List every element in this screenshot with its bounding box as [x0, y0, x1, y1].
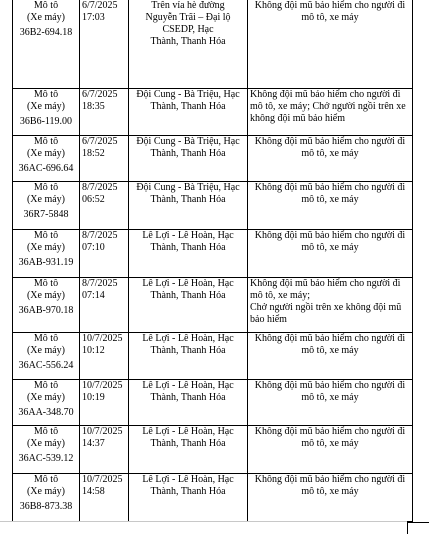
violation-time: 18:35	[82, 100, 105, 112]
page-bottom-rule	[0, 521, 407, 522]
vehicle-type: Mô tô	[33, 181, 59, 193]
location-line: Lê Lợi - Lê Hoàn, Hạc	[142, 277, 234, 289]
violation-cell	[248, 88, 413, 135]
location-cell	[129, 229, 248, 277]
location-line: Thành, Thanh Hóa	[150, 344, 226, 356]
vehicle-subtype: (Xe máy)	[26, 437, 66, 449]
violation-date: 6/7/2025	[82, 88, 118, 100]
table-row	[13, 425, 413, 473]
location-cell	[129, 332, 248, 379]
location-line: Thành, Thanh Hóa	[150, 391, 226, 403]
violation-line: mô tô, xe máy	[301, 344, 359, 356]
location-line: Trên vỉa hè đường	[151, 0, 225, 11]
vehicle-cell	[13, 229, 80, 277]
location-cell	[129, 277, 248, 332]
license-plate: 36AC-696.64	[18, 162, 74, 174]
violation-time: 06:52	[82, 193, 105, 205]
license-plate: 36R7-5848	[23, 208, 69, 220]
violation-line: Không đội mũ bảo hiểm cho người đi	[254, 425, 406, 437]
violation-line: Chở người ngồi trên xe không đội mũ	[250, 301, 402, 313]
violation-line: Không đội mũ bảo hiểm cho người đi	[254, 0, 406, 11]
violation-cell	[248, 277, 413, 332]
violation-time: 17:03	[82, 12, 105, 23]
vehicle-subtype: (Xe máy)	[26, 241, 66, 253]
table-row	[13, 135, 413, 181]
violation-date: 10/7/2025	[82, 473, 123, 485]
violation-time: 14:37	[82, 437, 105, 449]
violation-time: 18:52	[82, 147, 105, 159]
location-line: Thành, Thanh Hóa	[150, 485, 226, 497]
violation-line: mô tô, xe máy	[301, 12, 359, 23]
datetime-cell	[80, 332, 129, 379]
violation-time: 10:19	[82, 391, 105, 403]
location-line: Thành, Thanh Hóa	[150, 147, 226, 159]
violation-time: 10:12	[82, 344, 105, 356]
violation-date: 6/7/2025	[82, 0, 118, 11]
violation-line: mô tô, xe máy	[301, 193, 359, 205]
location-cell	[129, 425, 248, 473]
violation-line: Không đội mũ bảo hiểm cho người đi	[250, 88, 401, 100]
location-line: Nguyễn Trãi – Đại lộ	[145, 12, 231, 23]
violations-table	[12, 0, 413, 522]
vehicle-cell	[13, 332, 80, 379]
vehicle-cell	[13, 88, 80, 135]
violation-line: bảo hiểm	[250, 313, 287, 325]
vehicle-cell	[13, 379, 80, 425]
table-row	[13, 229, 413, 277]
violation-line: mô tô, xe máy;	[250, 289, 310, 301]
violation-cell	[248, 229, 413, 277]
violation-date: 8/7/2025	[82, 181, 118, 193]
violations-table-body	[13, 0, 413, 521]
violation-line: không đội mũ bảo hiểm	[250, 112, 345, 124]
violation-time: 07:14	[82, 289, 105, 301]
table-row	[13, 332, 413, 379]
vehicle-cell	[13, 0, 80, 88]
violation-line: Không đội mũ bảo hiểm cho người đi	[254, 473, 406, 485]
location-cell	[129, 473, 248, 521]
location-line: Lê Lợi - Lê Hoàn, Hạc	[142, 229, 234, 241]
violation-line: mô tô, xe máy	[301, 147, 359, 159]
violation-line: Không đội mũ bảo hiểm cho người đi	[254, 181, 406, 193]
table-row	[13, 181, 413, 229]
violation-cell	[248, 135, 413, 181]
location-line: Thành, Thanh Hóa	[150, 193, 226, 205]
violation-date: 10/7/2025	[82, 332, 123, 344]
vehicle-subtype: (Xe máy)	[26, 100, 66, 112]
violation-line: mô tô, xe máy	[301, 437, 359, 449]
location-line: Thành, Thanh Hóa	[150, 36, 226, 47]
license-plate: 36B8-873.38	[19, 500, 73, 512]
datetime-cell	[80, 181, 129, 229]
vehicle-subtype: (Xe máy)	[26, 12, 66, 23]
table-row	[13, 277, 413, 332]
location-cell	[129, 135, 248, 181]
vehicle-type: Mô tô	[33, 379, 59, 391]
location-cell	[129, 379, 248, 425]
location-line: Lê Lợi - Lê Hoàn, Hạc	[142, 473, 234, 485]
violation-date: 10/7/2025	[82, 379, 123, 391]
violation-line: Không đội mũ bảo hiểm cho người đi	[254, 229, 406, 241]
license-plate: 36AC-556.24	[18, 359, 74, 371]
vehicle-type: Mô tô	[33, 332, 59, 344]
vehicle-type: Mô tô	[33, 473, 59, 485]
violation-date: 10/7/2025	[82, 425, 123, 437]
vehicle-subtype: (Xe máy)	[26, 289, 66, 301]
location-line: Lê Lợi - Lê Hoàn, Hạc	[142, 425, 234, 437]
datetime-cell	[80, 229, 129, 277]
vehicle-type: Mô tô	[33, 425, 59, 437]
violation-cell	[248, 332, 413, 379]
vehicle-subtype: (Xe máy)	[26, 391, 66, 403]
violation-cell	[248, 0, 413, 88]
violation-date: 8/7/2025	[82, 277, 118, 289]
location-line: Lê Lợi - Lê Hoàn, Hạc	[142, 379, 234, 391]
violation-cell	[248, 425, 413, 473]
vehicle-type: Mô tô	[33, 135, 59, 147]
violation-time: 07:10	[82, 241, 105, 253]
location-cell	[129, 88, 248, 135]
vehicle-cell	[13, 181, 80, 229]
violation-line: mô tô, xe máy	[301, 241, 359, 253]
location-line: Lê Lợi - Lê Hoàn, Hạc	[142, 332, 234, 344]
location-line: Thành, Thanh Hóa	[150, 241, 226, 253]
datetime-cell	[80, 425, 129, 473]
license-plate: 36B2-694.18	[19, 27, 73, 38]
datetime-cell	[80, 379, 129, 425]
location-line: Thành, Thanh Hóa	[150, 100, 226, 112]
table-row	[13, 379, 413, 425]
vehicle-cell	[13, 277, 80, 332]
location-line: Đội Cung - Bà Triệu, Hạc	[136, 181, 240, 193]
table-row	[13, 0, 413, 88]
datetime-cell	[80, 473, 129, 521]
violation-time: 14:58	[82, 485, 105, 497]
vehicle-cell	[13, 135, 80, 181]
location-line: Thành, Thanh Hóa	[150, 289, 226, 301]
violation-line: mô tô, xe máy	[301, 485, 359, 497]
violation-date: 8/7/2025	[82, 229, 118, 241]
vehicle-type: Mô tô	[33, 277, 59, 289]
license-plate: 36AB-931.19	[18, 256, 74, 268]
datetime-cell	[80, 277, 129, 332]
table-row	[13, 473, 413, 521]
violation-cell	[248, 473, 413, 521]
violation-line: Không đội mũ bảo hiểm cho người đi	[250, 277, 401, 289]
license-plate: 36AB-970.18	[18, 304, 74, 316]
vehicle-cell	[13, 473, 80, 521]
location-cell	[129, 0, 248, 88]
violation-line: mô tô, xe máy	[301, 391, 359, 403]
location-cell	[129, 181, 248, 229]
datetime-cell	[80, 135, 129, 181]
vehicle-subtype: (Xe máy)	[26, 147, 66, 159]
vehicle-cell	[13, 425, 80, 473]
violation-cell	[248, 379, 413, 425]
vehicle-type: Mô tô	[33, 88, 59, 100]
violation-line: Không đội mũ bảo hiểm cho người đi	[254, 135, 406, 147]
location-line: CSEDP, Hạc	[162, 24, 214, 35]
violation-date: 6/7/2025	[82, 135, 118, 147]
violation-line: Không đội mũ bảo hiểm cho người đi	[254, 332, 406, 344]
table-row	[13, 88, 413, 135]
vehicle-type: Mô tô	[33, 229, 59, 241]
datetime-cell	[80, 88, 129, 135]
violation-line: Không đội mũ bảo hiểm cho người đi	[254, 379, 406, 391]
vehicle-subtype: (Xe máy)	[26, 344, 66, 356]
license-plate: 36AA-348.70	[18, 406, 74, 418]
license-plate: 36B6-119.00	[19, 115, 73, 127]
page-corner-box	[407, 522, 429, 534]
violation-line: mô tô, xe máy; Chở người ngồi trên xe	[250, 100, 406, 112]
vehicle-type: Mô tô	[33, 0, 59, 11]
location-line: Đội Cung - Bà Triệu, Hạc	[136, 88, 240, 100]
vehicle-subtype: (Xe máy)	[26, 193, 66, 205]
license-plate: 36AC-539.12	[18, 452, 74, 464]
location-line: Đội Cung - Bà Triệu, Hạc	[136, 135, 240, 147]
violation-cell	[248, 181, 413, 229]
datetime-cell	[80, 0, 129, 88]
location-line: Thành, Thanh Hóa	[150, 437, 226, 449]
vehicle-subtype: (Xe máy)	[26, 485, 66, 497]
